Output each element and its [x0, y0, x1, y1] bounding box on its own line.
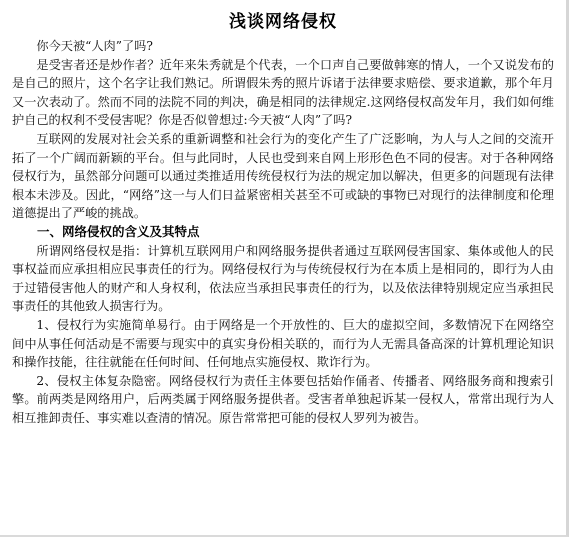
paragraph-definition: 所谓网络侵权是指：计算机互联网用户和网络服务提供者通过互联网侵害国家、集体或他人的民事权益而应承担相应民事责任的行为。网络侵权行为与传统侵权行为在本质上是相同的，即行为人由于过错侵害他人的财产和人身权利，依法应当承担民事责任的行为，以及依法律特别规定应当承担民事责任的其他致人损害行为。	[12, 243, 554, 314]
paragraph-intro: 是受害者还是炒作者？近年来朱秀就是个代表，一个口声自己要做韩寒的情人，一个又说发布的是自己的照片，这个名字让我们熟记。所谓假朱秀的照片诉诸于法律要求赔偿、要求道歉，那个年月又一次表动了。然而不同的法院不同的判决，确是相同的法律规定.这网络侵权高发年月，我们如何维护自己的权利不受侵害呢？你是否似曾想过:今天被“人肉”了吗?	[12, 57, 554, 128]
section-heading: 一、网络侵权的含义及其特点	[37, 223, 200, 239]
paragraph-point-1: 1、侵权行为实施简单易行。由于网络是一个开放性的、巨大的虚拟空间，多数情况下在网络空间中从事任何活动是不需要与现实中的真实身份相关联的，而行为人无需具备高深的计算机理论知识和操作技能，往往就能在任何时间、任何地点实施侵权、欺诈行为。	[12, 317, 554, 370]
paragraph-internet-impact: 互联网的发展对社会关系的重新调整和社会行为的变化产生了广泛影响，为人与人之间的交流开拓了一个广阔而新颖的平台。但与此同时，人民也受到来自网上形形色色不同的侵害。对于各种网络侵权行为，虽然部分问题可以通过类推适用传统侵权行为法的规定加以解决，但更多的问题现有法律根本未涉及。因此，“网络”这一与人们日益紧密相关甚至不可或缺的事物已对现行的法律制度和伦理道德提出了严峻的挑战。	[12, 131, 554, 221]
paragraph-question: 你今天被“人肉”了吗?	[36, 39, 153, 53]
paragraph-point-2: 2、侵权主体复杂隐密。网络侵权行为责任主体要包括始作俑者、传播者、网络服务商和搜索引擎。前两类是网络用户，后两类属于网络服务提供者。受害者单独起诉某一侵权人，常常出现行为人相互推卸责任、事实难以查清的情况。原告常常把可能的侵权人罗列为被告。	[12, 373, 554, 425]
document-title: 浅谈网络侵权	[229, 12, 337, 32]
